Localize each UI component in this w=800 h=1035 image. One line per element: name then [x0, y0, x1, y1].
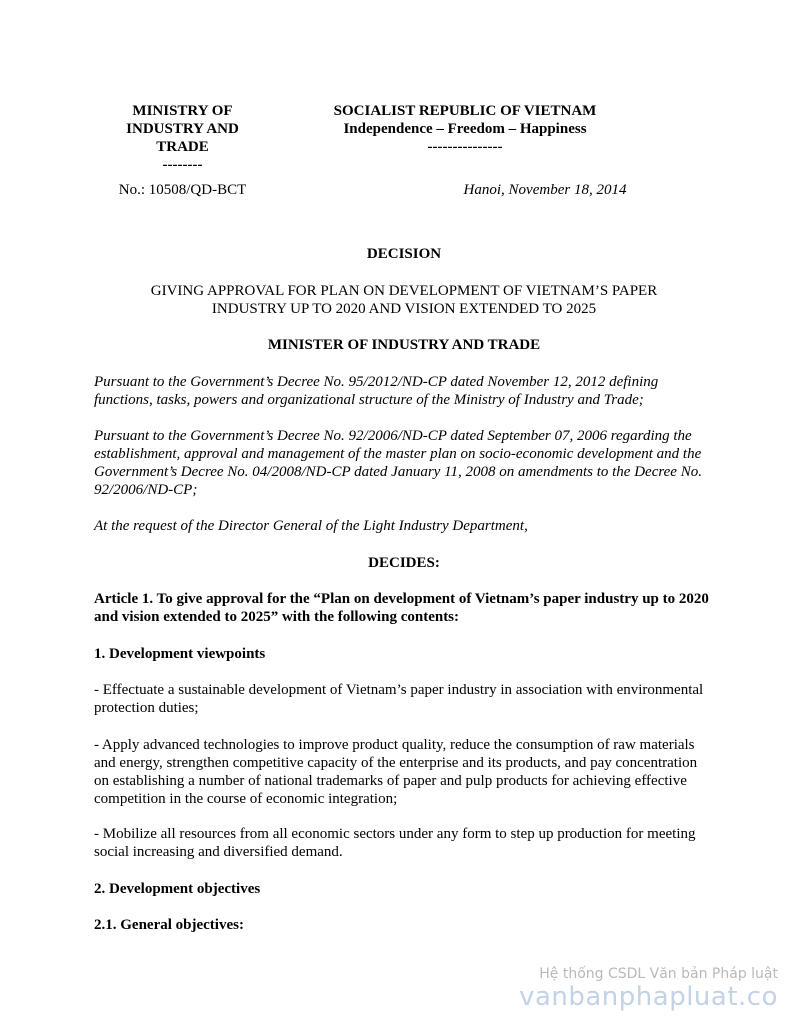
subject-line-1: GIVING APPROVAL FOR PLAN ON DEVELOPMENT OF VIETNAM’S PAPER	[150, 283, 658, 299]
ministry-line-1: MINISTRY OF	[132, 103, 233, 119]
issuer-title: MINISTER OF INDUSTRY AND TRADE	[267, 337, 541, 353]
section-1-heading: 1. Development viewpoints	[94, 646, 266, 662]
decides-heading: DECIDES:	[368, 555, 440, 571]
watermark-line-2: vanbanphapluat.co	[519, 982, 778, 1012]
republic-rule: ---------------	[427, 139, 503, 155]
national-header	[300, 102, 630, 156]
viewpoint-item-3: - Mobilize all resources from all economic sectors under any form to step up production for meeting social increasing and diversified demand.	[94, 826, 696, 860]
section-2-heading: 2. Development objectives	[94, 881, 261, 897]
ministry-rule: --------	[162, 157, 203, 173]
subject-line-2: INDUSTRY UP TO 2020 AND VISION EXTENDED TO 2025	[211, 301, 597, 317]
viewpoint-item-1: - Effectuate a sustainable development of Vietnam’s paper industry in association with environmental protection duties;	[94, 682, 704, 716]
issuing-agency	[100, 102, 265, 174]
motto: Independence – Freedom – Happiness	[343, 121, 587, 137]
pursuant-paragraph-1: Pursuant to the Government’s Decree No. 95/2012/ND-CP dated November 12, 2012 defining functions, tasks, powers and organizational structure of the Ministry of Industry and Trade;	[94, 374, 659, 408]
request-paragraph: At the request of the Director General of the Light Industry Department,	[94, 518, 528, 534]
ministry-line-2: INDUSTRY AND	[126, 121, 239, 137]
watermark-line-1: Hệ thống CSDL Văn bản Pháp luật	[539, 966, 778, 982]
ministry-line-3: TRADE	[156, 139, 209, 155]
republic-title: SOCIALIST REPUBLIC OF VIETNAM	[333, 103, 597, 119]
document-number: No.: 10508/QD-BCT	[118, 182, 247, 198]
document-date: Hanoi, November 18, 2014	[463, 182, 627, 198]
section-2-1-heading: 2.1. General objectives:	[94, 917, 244, 933]
viewpoint-item-2: - Apply advanced technologies to improve product quality, reduce the consumption of raw materials and energy, strengthen competitive capacity of the enterprise and its products, and pay concentration on establishing a number of national trademarks of paper and pulp products for achieving effective competition in the course of economic integration;	[94, 737, 698, 807]
pursuant-paragraph-2: Pursuant to the Government’s Decree No. 92/2006/ND-CP dated September 07, 2006 regarding the establishment, approval and management of the master plan on socio-economic development and the Government’s Decree No. 04/2008/ND-CP dated January 11, 2008 on amendments to the Decree No. 92/2006/ND-CP;	[94, 428, 702, 498]
document-type: DECISION	[366, 246, 442, 262]
article-1: Article 1. To give approval for the “Plan on development of Vietnam’s paper industry up to 2020 and vision extended to 2025” with the following contents:	[94, 591, 709, 625]
document-subject	[94, 282, 714, 318]
